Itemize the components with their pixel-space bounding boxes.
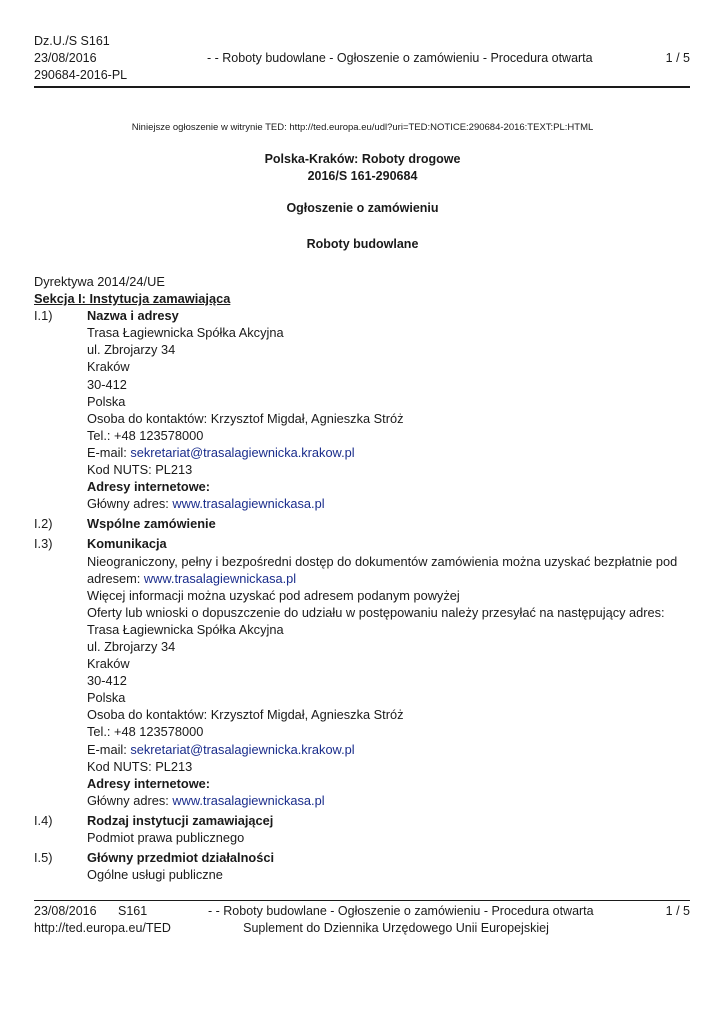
section-label: Główny przedmiot działalności [87, 850, 275, 866]
org-contact: Osoba do kontaktów: Krzysztof Migdał, Agnieszka Stróż [87, 707, 404, 723]
doc-title-number: 2016/S 161-290684 [307, 169, 418, 183]
org-tel: Tel.: +48 123578000 [87, 427, 204, 443]
doc-title-notice-type: Ogłoszenie o zamówieniu [286, 201, 439, 215]
footer-divider [34, 900, 690, 901]
footer-date: 23/08/2016 [34, 904, 97, 918]
main-address-link[interactable]: www.trasalagiewnickasa.pl [172, 792, 325, 808]
email-link[interactable]: sekretariat@trasalagiewnicka.krakow.pl [130, 444, 355, 460]
org-name: Trasa Łagiewnicka Spółka Akcyjna [87, 325, 284, 341]
page-header [34, 33, 690, 87]
header-divider [34, 86, 690, 88]
email-link[interactable]: sekretariat@trasalagiewnicka.krakow.pl [130, 741, 355, 757]
doc-title-place-subject: Polska-Kraków: Roboty drogowe [264, 152, 461, 166]
org-email-line [87, 444, 694, 461]
section-value: Podmiot prawa publicznego [87, 830, 245, 845]
section-I2 [34, 515, 694, 532]
more-info-line: Więcej informacji można uzyskać pod adresem podanym powyżej [87, 587, 460, 603]
footer-series: S161 [118, 904, 148, 918]
email-label: E-mail: [87, 444, 131, 460]
section-I1 [34, 307, 694, 512]
main-address-label: Główny adres: [87, 792, 173, 808]
main-address-link[interactable]: www.trasalagiewnickasa.pl [172, 496, 325, 512]
header-doc-ref: Dz.U./S S161 [34, 34, 110, 48]
org-city: Kraków [87, 359, 130, 375]
section-value: Ogólne usługi publiczne [87, 867, 223, 883]
main-address-line [87, 792, 694, 809]
footer-title: - - Roboty budowlane - Ogłoszenie o zamówieniu - Procedura otwarta [208, 904, 594, 918]
footer-url: http://ted.europa.eu/TED [34, 921, 171, 935]
main-address-line [87, 495, 694, 512]
section-number: I.4) [34, 812, 53, 828]
section-number: I.5) [34, 850, 53, 866]
ted-notice-line: Niniejsze ogłoszenie w witrynie TED: http://ted.europa.eu/udl?uri=TED:NOTICE:290684-2016:TEXT:PL:HTML [131, 122, 594, 133]
section-title: Sekcja I: Instytucja zamawiająca [34, 291, 231, 307]
org-tel: Tel.: +48 123578000 [87, 724, 204, 740]
org-nuts: Kod NUTS: PL213 [87, 462, 193, 478]
org-nuts: Kod NUTS: PL213 [87, 758, 193, 774]
org-email-line [87, 741, 694, 758]
section-label: Komunikacja [87, 536, 167, 552]
org-contact: Osoba do kontaktów: Krzysztof Migdał, Agnieszka Stróż [87, 410, 404, 426]
org-street: ul. Zbrojarzy 34 [87, 638, 176, 654]
section-number: I.1) [34, 308, 53, 324]
footer-supplement: Suplement do Dziennika Urzędowego Unii Europejskiej [243, 921, 549, 935]
section-label: Nazwa i adresy [87, 308, 179, 324]
section-I4 [34, 812, 694, 846]
section-label: Wspólne zamówienie [87, 516, 216, 532]
header-left-block [34, 33, 127, 84]
section-number: I.2) [34, 516, 53, 532]
header-date: 23/08/2016 [34, 51, 97, 65]
header-notice-id: 290684-2016-PL [34, 68, 128, 82]
org-postcode: 30-412 [87, 376, 127, 392]
access-line: Nieograniczony, pełny i bezpośredni dostęp do dokumentów zamówienia można uzyskać bezpłatnie pod [87, 553, 678, 569]
offers-line: Oferty lub wnioski o dopuszczenie do udziału w postępowaniu należy przesyłać na następujący adres: [87, 604, 665, 620]
access-address-link[interactable]: www.trasalagiewnickasa.pl [143, 570, 297, 586]
org-city: Kraków [87, 656, 130, 672]
org-name: Trasa Łagiewnicka Spółka Akcyjna [87, 621, 284, 637]
footer-page-number: 1 / 5 [665, 904, 690, 918]
main-address-label: Główny adres: [87, 496, 173, 512]
section-I5 [34, 849, 694, 883]
org-postcode: 30-412 [87, 673, 127, 689]
web-addresses-label: Adresy internetowe: [87, 479, 211, 495]
org-country: Polska [87, 690, 126, 706]
org-street: ul. Zbrojarzy 34 [87, 342, 176, 358]
header-page-number: 1 / 5 [665, 51, 690, 65]
access-address-line [87, 570, 694, 587]
access-address-label: adresem: [87, 570, 144, 586]
doc-title-contract-type: Roboty budowlane [306, 237, 419, 251]
email-label: E-mail: [87, 741, 131, 757]
header-title: - - Roboty budowlane - Ogłoszenie o zamówieniu - Procedura otwarta [207, 51, 593, 65]
directive-line: Dyrektywa 2014/24/UE [34, 274, 165, 289]
section-number: I.3) [34, 536, 53, 552]
document-body [34, 273, 694, 883]
web-addresses-label: Adresy internetowe: [87, 775, 211, 791]
org-country: Polska [87, 393, 126, 409]
section-label: Rodzaj instytucji zamawiającej [87, 812, 274, 828]
section-I3 [34, 535, 694, 809]
